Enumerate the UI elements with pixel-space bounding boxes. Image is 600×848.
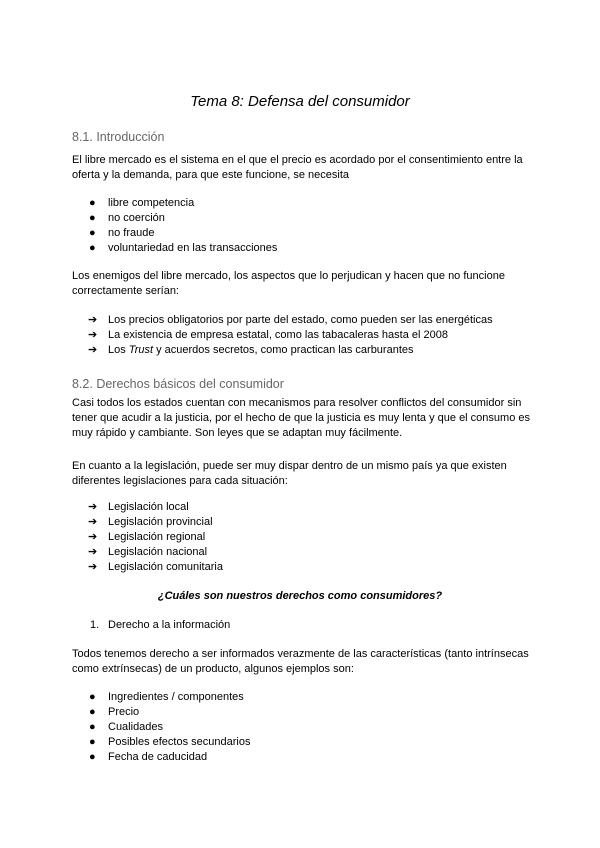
list-item: ● no fraude xyxy=(89,227,155,239)
list-item: ● libre competencia xyxy=(89,197,195,209)
enemies-list xyxy=(72,313,532,358)
list-item: ● no coerción xyxy=(89,212,165,224)
section-heading-derechos: 8.2. Derechos básicos del consumidor xyxy=(72,377,284,391)
page-title: Tema 8: Defensa del consumidor xyxy=(190,93,410,110)
list-item: ➔ Los Trust y acuerdos secretos, como practican las carburantes xyxy=(88,344,414,356)
bullet-marker: ● xyxy=(89,721,96,733)
requirements-list xyxy=(72,196,532,256)
paragraph-mecanismos: Casi todos los estados cuentan con mecanismos para resolver conflictos del consumidor sin tener que acudir a la justicia, por el hecho de que la justicia es muy lenta y que el consumo es muy rápido y cambiante. Son leyes que se adaptan muy fácilmente. xyxy=(72,397,530,439)
list-item: ➔ Legislación provincial xyxy=(88,516,213,528)
list-item: 1. Derecho a la información xyxy=(90,619,231,631)
list-item: ➔ Los precios obligatorios por parte del estado, como pueden ser las energéticas xyxy=(88,314,493,326)
bullet-marker: ● xyxy=(89,227,96,239)
list-item: ● Cualidades xyxy=(89,721,164,733)
product-info-list xyxy=(72,690,532,765)
legislation-list xyxy=(72,500,532,575)
list-item: ➔ Legislación regional xyxy=(88,531,206,543)
section-heading-intro: 8.1. Introducción xyxy=(72,130,165,144)
arrow-icon: ➔ xyxy=(88,329,98,341)
arrow-icon: ➔ xyxy=(88,314,98,326)
list-item: ➔ Legislación local xyxy=(88,501,189,513)
list-item: ● Posibles efectos secundarios xyxy=(89,736,251,748)
question-heading: ¿Cuáles son nuestros derechos como consumidores? xyxy=(157,590,443,602)
arrow-icon: ➔ xyxy=(88,561,98,573)
arrow-icon: ➔ xyxy=(88,516,98,528)
list-number: 1. xyxy=(90,619,100,631)
bullet-marker: ● xyxy=(89,197,96,209)
bullet-marker: ● xyxy=(89,736,96,748)
list-item: ● Precio xyxy=(89,706,140,718)
arrow-icon: ➔ xyxy=(88,501,98,513)
numbered-list xyxy=(72,618,532,633)
list-item: ➔ Legislación nacional xyxy=(88,546,208,558)
list-item: ● voluntariedad en las transacciones xyxy=(89,242,278,254)
list-item: ➔ La existencia de empresa estatal, como las tabacaleras hasta el 2008 xyxy=(88,329,448,341)
arrow-icon: ➔ xyxy=(88,531,98,543)
list-item: ➔ Legislación comunitaria xyxy=(88,561,223,573)
paragraph-legislacion: En cuanto a la legislación, puede ser muy dispar dentro de un mismo país ya que existen diferentes legislaciones para cada situación: xyxy=(72,460,507,487)
bullet-marker: ● xyxy=(89,706,96,718)
bullet-marker: ● xyxy=(89,751,96,763)
arrow-icon: ➔ xyxy=(88,344,98,356)
list-item: ● Ingredientes / componentes xyxy=(89,691,244,703)
bullet-marker: ● xyxy=(89,212,96,224)
bullet-marker: ● xyxy=(89,242,96,254)
paragraph-libre-mercado: El libre mercado es el sistema en el que el precio es acordado por el consentimiento entre la oferta y la demanda, para que este funcione, se necesita xyxy=(72,154,523,181)
list-item: ● Fecha de caducidad xyxy=(89,751,208,763)
arrow-icon: ➔ xyxy=(88,546,98,558)
bullet-marker: ● xyxy=(89,691,96,703)
paragraph-informacion: Todos tenemos derecho a ser informados verazmente de las características (tanto intrínsecas como extrínsecas) de un producto, algunos ejemplos son: xyxy=(72,648,529,675)
paragraph-enemigos: Los enemigos del libre mercado, los aspectos que lo perjudican y hacen que no funcione correctamente serían: xyxy=(72,270,505,297)
